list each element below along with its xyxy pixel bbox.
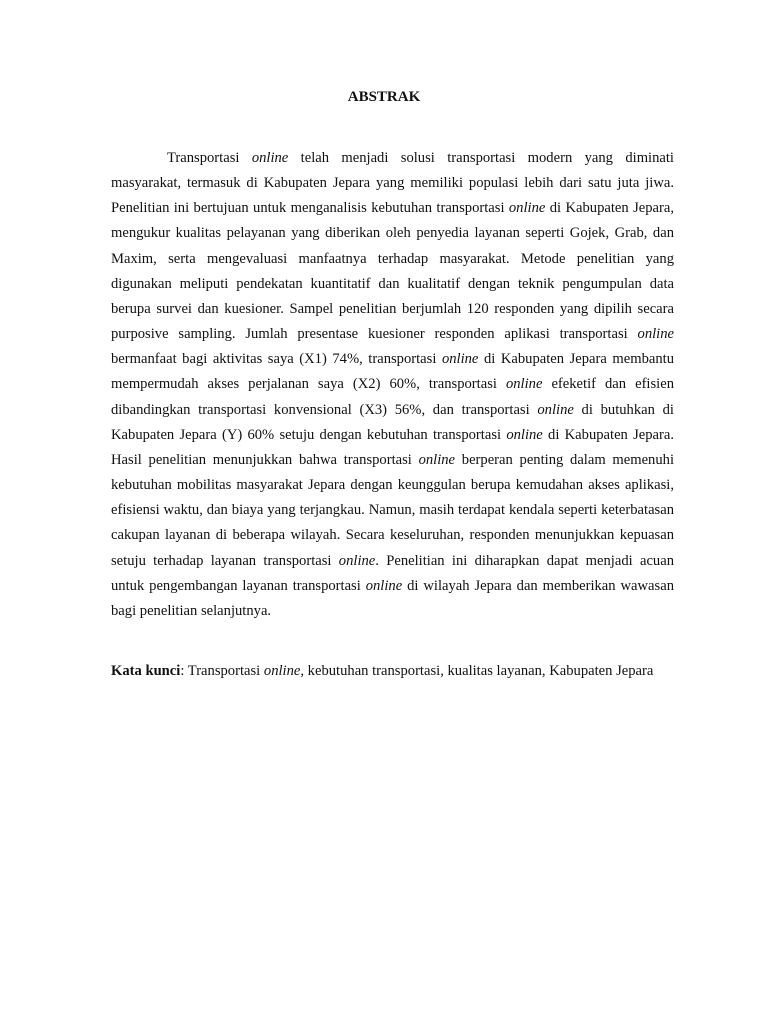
abstract-text-run: di Kabupaten Jepara, mengukur kualitas pelayanan yang diberikan oleh penyedia layanan seperti Gojek, Grab, dan Maxim, serta mengevaluasi manfaatnya terhadap masyarakat. Metode penelitian yang digunakan meliputi pendekatan kuantitatif dan kualitatif dengan teknik pengumpulan data berupa survei dan kuesioner. Sampel penelitian berjumlah 120 responden yang dipilih secara purposive sampling. Jumlah presentase kuesioner responden aplikasi transportasi [111, 200, 674, 343]
keywords-separator: : [180, 663, 188, 679]
abstract-italic-term: online [441, 351, 479, 368]
abstract-text-run: telah menjadi solusi transportasi modern yang diminati masyarakat, termasuk di Kabupaten Jepara yang memiliki populasi lebih dari satu juta jiwa. Penelitian ini bertujuan untuk menganalisis kebutuhan transportasi [111, 150, 674, 217]
abstract-text-run: . Penelitian ini diharapkan dapat menjadi acuan untuk pengembangan layanan transportasi [111, 552, 675, 594]
keyword-text-run: , kebutuhan transportasi, kualitas layanan, Kabupaten Jepara [300, 663, 654, 679]
abstract-text-run: Transportasi [167, 150, 252, 166]
page-title: ABSTRAK [347, 89, 421, 105]
keyword-italic-term: online [263, 663, 301, 679]
keywords-label: Kata kunci [111, 663, 181, 679]
abstract-italic-term: online [508, 200, 546, 217]
abstract-italic-term: online [506, 426, 543, 443]
keywords-list [188, 663, 654, 679]
abstract-text-run: di Kabupaten Jepara membantu mempermudah akses perjalanan saya (X2) 60%, transportasi [111, 351, 675, 393]
abstract-italic-term: online [365, 577, 403, 594]
abstract-italic-term: online [537, 401, 574, 418]
abstract-italic-term: online [505, 376, 543, 393]
abstract-italic-term: online [637, 326, 674, 343]
keyword-text-run: Transportasi [187, 663, 264, 679]
keywords-paragraph [111, 658, 674, 685]
abstract-italic-term: online [338, 552, 376, 569]
abstract-text-run: di wilayah Jepara dan memberikan wawasan bagi penelitian selanjutnya. [111, 577, 674, 619]
abstract-text-run: bermanfaat bagi aktivitas saya (X1) 74%, transportasi [111, 351, 442, 368]
abstract-text-run: berperan penting dalam memenuhi kebutuhan mobilitas masyarakat Jepara dengan keunggulan berupa kemudahan akses aplikasi, efisiensi waktu, dan biaya yang terjangkau. Namun, masih terdapat kendala seperti keterbatasan cakupan layanan di beberapa wilayah. Secara keseluruhan, responden menunjukkan kepuasan setuju terhadap layanan transportasi [111, 451, 675, 569]
abstract-text-run: di Kabupaten Jepara. Hasil penelitian menunjukkan bahwa transportasi [111, 426, 675, 468]
abstract-italic-term: online [418, 451, 456, 468]
abstract-text-run: di butuhkan di Kabupaten Jepara (Y) 60% setuju dengan kebutuhan transportasi [111, 401, 674, 443]
abstract-paragraph [111, 146, 674, 624]
abstract-italic-term: online [251, 150, 289, 166]
abstract-text-run: efeketif dan efisien dibandingkan transportasi konvensional (X3) 56%, dan transportasi [111, 376, 674, 418]
